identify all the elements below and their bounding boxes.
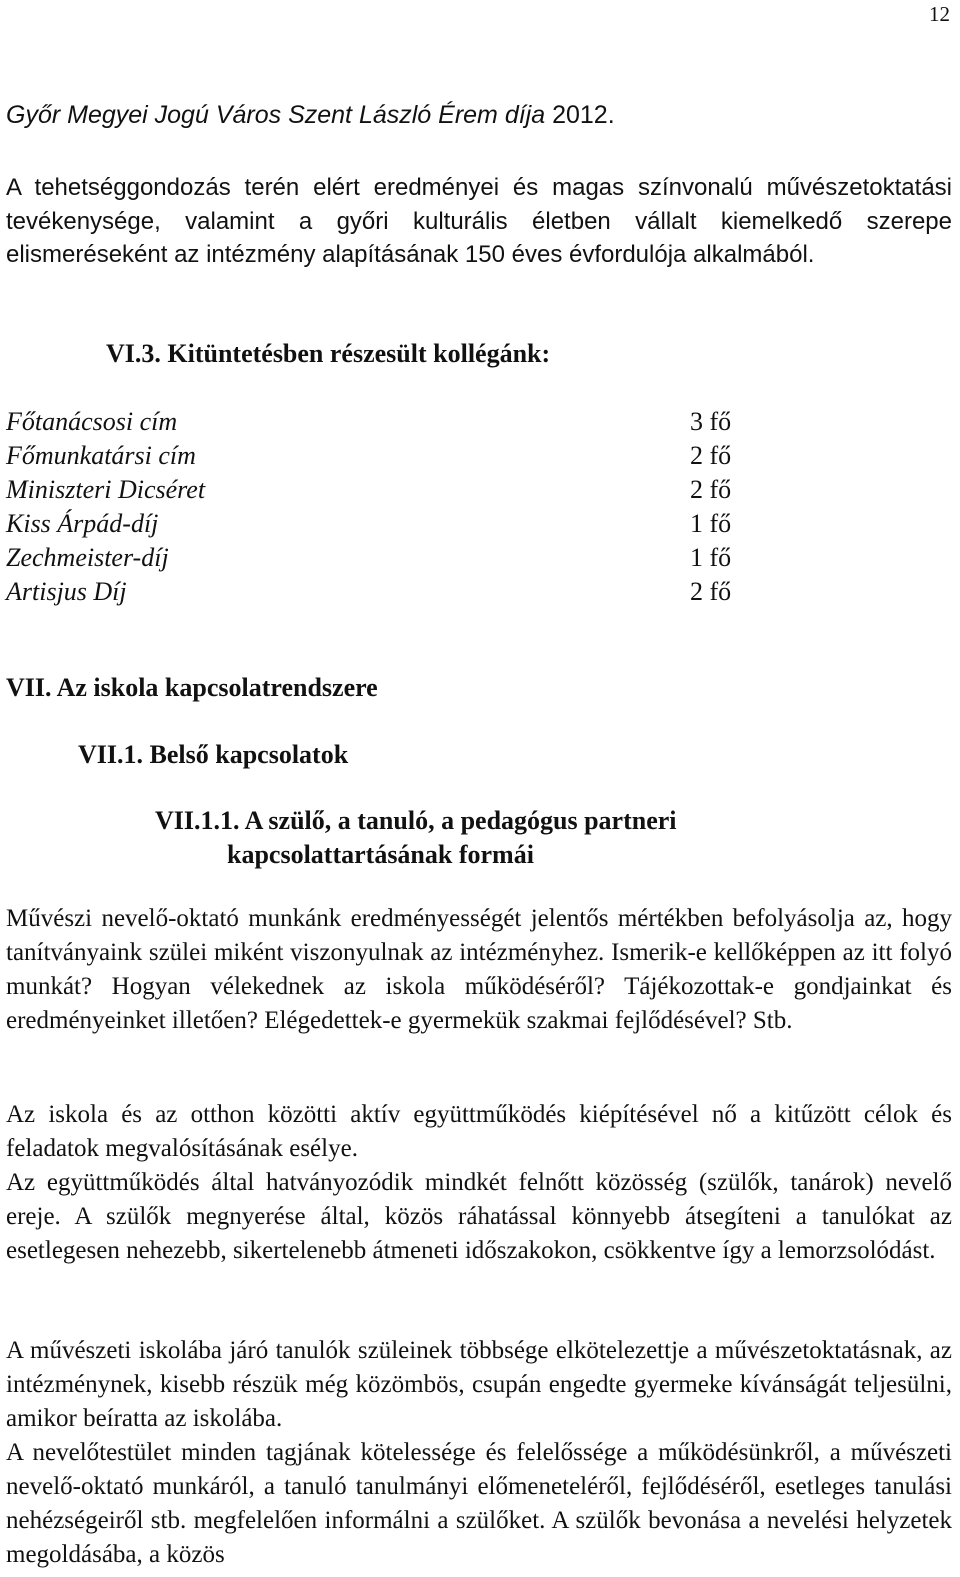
award-year: 2012. — [552, 101, 615, 129]
award-name: Főtanácsosi cím — [6, 407, 178, 436]
award-row — [6, 507, 746, 541]
award-count: 2 fő — [690, 441, 732, 470]
awards-list — [6, 405, 746, 609]
paragraph-award-description: A tehetséggondozás terén elért eredményei és magas színvonalú művészetoktatási tevékenysége, valamint a győri kulturális életben vállalt kiemelkedő szerepe elismeréseként az intézmény alapításának 150 éves évfordulója alkalmából. — [6, 174, 952, 268]
award-count: 1 fő — [690, 509, 732, 538]
paragraph-cooperation: Az iskola és az otthon közötti aktív együttműködés kiépítésével nő a kitűzött célok és feladatok megvalósításának esélye. — [6, 1101, 952, 1162]
award-count: 1 fő — [690, 543, 732, 572]
award-name: Főmunkatársi cím — [6, 441, 196, 470]
section-heading-vii: VII. Az iskola kapcsolatrendszere — [6, 673, 378, 702]
award-name: Kiss Árpád-díj — [6, 509, 159, 538]
award-count: 2 fő — [690, 577, 732, 606]
page-number: 12 — [929, 2, 950, 26]
paragraph-parent-relations: Művészi nevelő-oktató munkánk eredményességét jelentős mértékben befolyásolja az, hogy tanítványaink szülei miként viszonyulnak az intézményhez. Ismerik-e kellőképpen az itt folyó munkát? Hogyan vélekednek az iskola működéséről? Tájékozottak-e gondjainkat és eredményeinket illetően? Elégedettek-e gyermekük szakmai fejlődésével? Stb. — [6, 905, 952, 1034]
award-name: Miniszteri Dicséret — [6, 475, 206, 504]
award-count: 3 fő — [690, 407, 732, 436]
award-row — [6, 405, 746, 439]
award-row — [6, 575, 746, 609]
award-title — [6, 101, 615, 130]
section-heading-vii11-line2: kapcsolattartásának formái — [227, 840, 534, 869]
award-row — [6, 541, 746, 575]
award-row — [6, 473, 746, 507]
award-name: Zechmeister-díj — [6, 543, 169, 572]
section-heading-vii11 — [155, 804, 677, 872]
paragraph-staff-duty: A nevelőtestület minden tagjának kötelessége és felelőssége a működésünkről, a művészeti nevelő-oktató munkáról, a tanuló tanulmányi előmeneteléről, fejlődéséről, esetleges tanulási nehézségeiről stb. megfelelően informálni a szülőket. A szülők bevonása a nevelési helyzetek megoldásába, a közös — [6, 1439, 952, 1568]
award-count: 2 fő — [690, 475, 732, 504]
award-row — [6, 439, 746, 473]
paragraph-parents-majority: A művészeti iskolába járó tanulók szüleinek többsége elkötelezettje a művészetoktatásnak, az intézménynek, kisebb részük még közömbös, csupán engedte gyermeke kívánságát teljesülni, amikor beíratta az iskolába. — [6, 1337, 952, 1432]
award-name: Artisjus Díj — [6, 577, 127, 606]
section-heading-vi3: VI.3. Kitüntetésben részesült kollégánk: — [106, 339, 551, 368]
award-title-text: Győr Megyei Jogú Város Szent László Érem díja — [6, 101, 546, 129]
paragraph-cooperation-effect: Az együttműködés által hatványozódik mindkét felnőtt közösség (szülők, tanárok) nevelő ereje. A szülők megnyerése által, közös ráhatással könnyebb átsegíteni a tanulókat az esetlegesen nehezebb, sikertelenebb átmeneti időszakokon, csökkentve így a lemorzsolódást. — [6, 1169, 952, 1264]
section-heading-vii1: VII.1. Belső kapcsolatok — [78, 740, 349, 769]
section-heading-vii11-line1: VII.1.1. A szülő, a tanuló, a pedagógus partneri — [155, 806, 677, 835]
